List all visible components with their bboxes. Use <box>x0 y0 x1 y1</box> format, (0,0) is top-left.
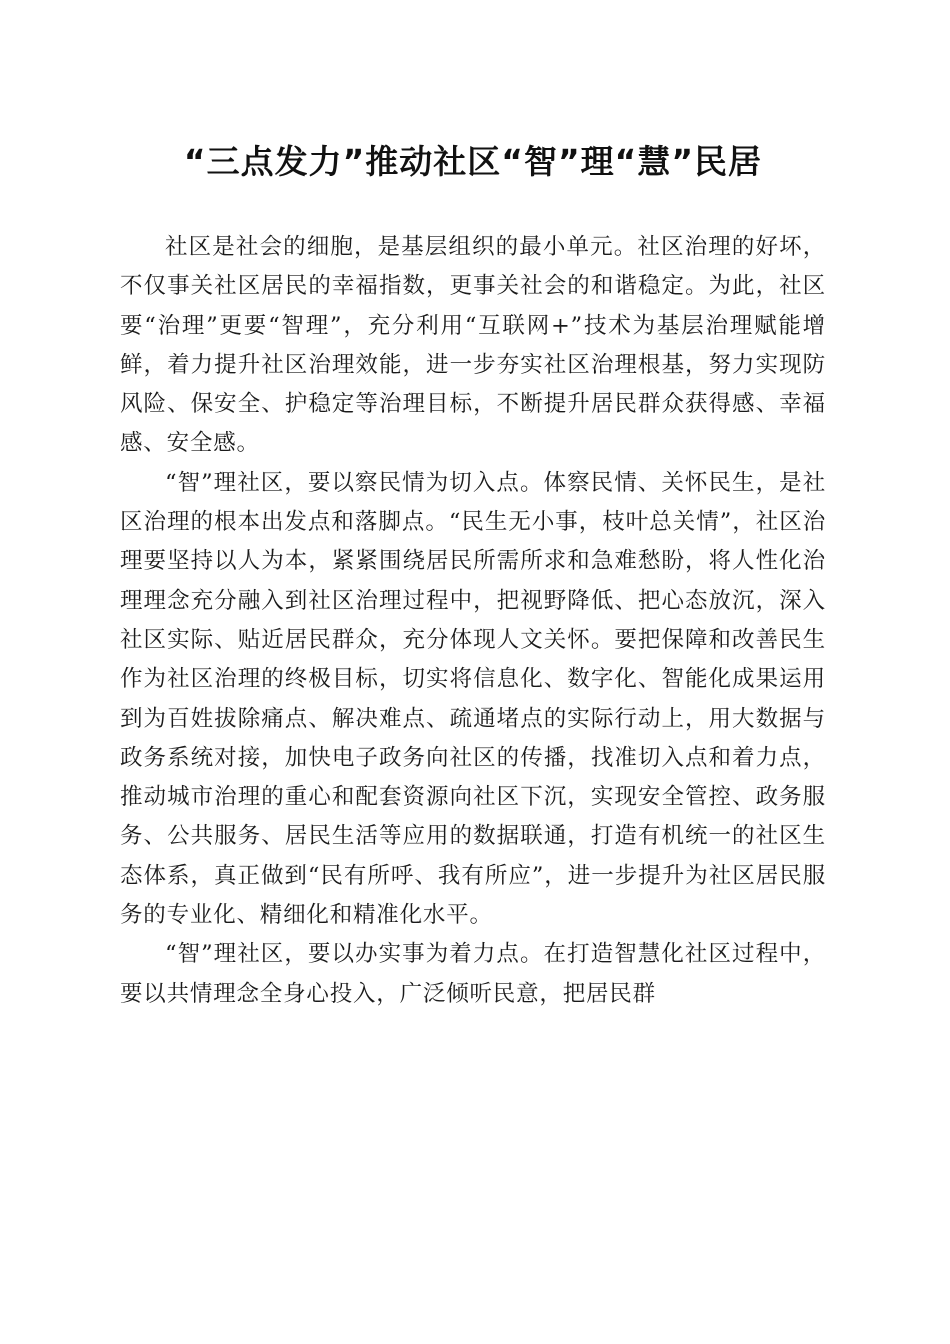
document-body <box>120 228 826 1014</box>
paragraph: “智”理社区，要以办实事为着力点。在打造智慧化社区过程中，要以共情理念全身心投入，广泛倾听民意，把居民群 <box>120 941 826 1007</box>
paragraph: “智”理社区，要以察民情为切入点。体察民情、关怀民生，是社区治理的根本出发点和落脚点。“民生无小事，枝叶总关情”，社区治理要坚持以人为本，紧紧围绕居民所需所求和急难愁盼，将人性化治理理念充分融入到社区治理过程中，把视野降低、把心态放沉，深入社区实际、贴近居民群众，充分体现人文关怀。要把保障和改善民生作为社区治理的终极目标，切实将信息化、数字化、智能化成果运用到为百姓拔除痛点、解决难点、疏通堵点的实际行动上，用大数据与政务系统对接，加快电子政务向社区的传播，找准切入点和着力点，推动城市治理的重心和配套资源向社区下沉，实现安全管控、政务服务、公共服务、居民生活等应用的数据联通，打造有机统一的社区生态体系，真正做到“民有所呼、我有所应”，进一步提升为社区居民服务的专业化、精细化和精准化水平。 <box>120 469 826 929</box>
document-title: “三点发力”推动社区“智”理“慧”民居 <box>183 142 763 181</box>
paragraph: 社区是社会的细胞，是基层组织的最小单元。社区治理的好坏，不仅事关社区居民的幸福指数，更事关社会的和谐稳定。为此，社区要“治理”更要“智理”，充分利用“互联网+”技术为基层治理赋能增鲜，着力提升社区治理效能，进一步夯实社区治理根基，努力实现防风险、保安全、护稳定等治理目标，不断提升居民群众获得感、幸福感、安全感。 <box>120 234 826 457</box>
